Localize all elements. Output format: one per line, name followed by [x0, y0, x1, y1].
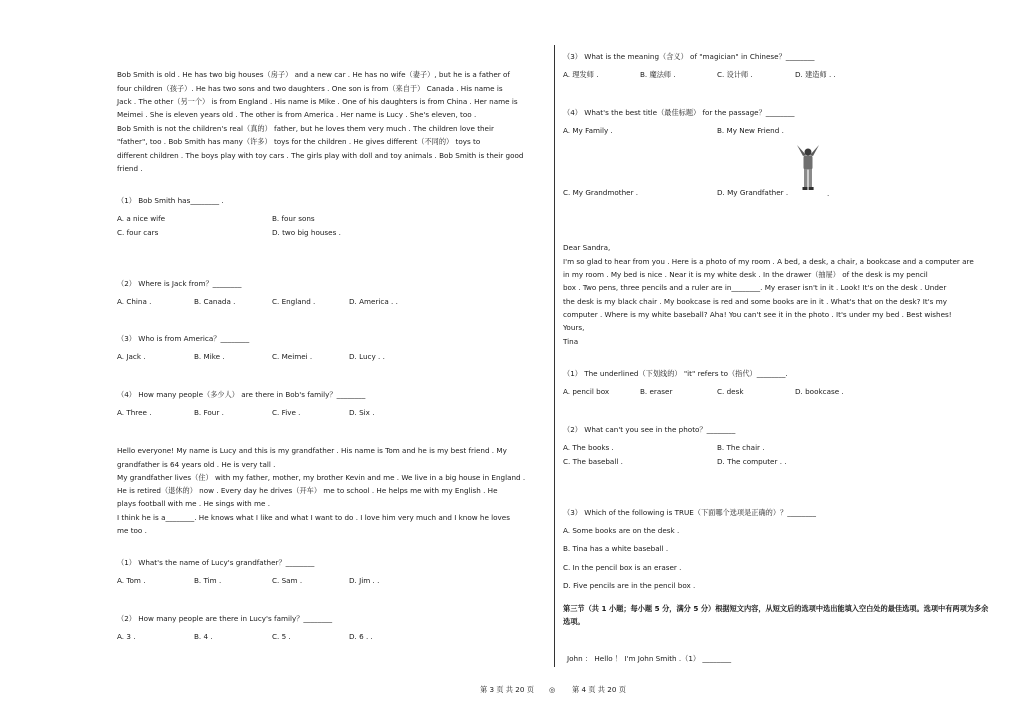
passage-line: Bob Smith is old . He has two big houses（房子） and a new car . He has no wife（妻子）, but he is a father of [117, 70, 510, 79]
option-b[interactable]: B. Tim . [194, 576, 222, 585]
option-b[interactable]: B. Tina has a white baseball . [563, 544, 669, 553]
option-b[interactable]: B. My New Friend . [717, 126, 784, 135]
page-number-left: 第 3 页 共 20 页 [480, 685, 534, 694]
option-c[interactable]: C. 设计师 . [717, 70, 753, 79]
passage-line: friend . [117, 164, 143, 173]
option-c[interactable]: C. 5 . [272, 632, 291, 641]
option-d[interactable]: D. 建造师 . . [795, 70, 836, 79]
passage-line: Meimei . She is eleven years old . The other is from America . Her name is Lucy . She's eleven, too . [117, 110, 477, 119]
option-c[interactable]: C. desk [717, 387, 744, 396]
option-a[interactable]: A. Some books are on the desk . [563, 526, 680, 535]
passage-line: My grandfather lives（住） with my father, mother, my brother Kevin and me . We live in a big house in England . [117, 473, 526, 482]
option-c[interactable]: C. Sam . [272, 576, 303, 585]
letter-line: Dear Sandra, [563, 243, 611, 252]
passage-line: I think he is a________. He knows what I like and what I want to do . I love him very much and I know he loves [117, 513, 510, 522]
option-a[interactable]: A. My Family . [563, 126, 613, 135]
passage-line: four children（孩子）. He has two sons and two daughters . One son is from（来自于） Canada . His name is [117, 84, 503, 93]
option-d[interactable]: D. Lucy . . [349, 352, 385, 361]
question-stem: （2） Where is Jack from？________ [117, 279, 242, 288]
center-mark-icon: ◎ [549, 685, 556, 694]
option-a[interactable]: A. 理发师 . [563, 70, 599, 79]
passage-line: me too . [117, 526, 147, 535]
option-c[interactable]: C. Five . [272, 408, 301, 417]
option-d[interactable]: D. America . . [349, 297, 398, 306]
question-stem: （1） Bob Smith has________ . [117, 196, 224, 205]
option-c[interactable]: C. England . [272, 297, 316, 306]
page-number-right: 第 4 页 共 20 页 [572, 685, 626, 694]
option-a[interactable]: A. Jack . [117, 352, 146, 361]
question-stem: （1） The underlined（下划线的） "it" refers to（指代）________. [563, 369, 788, 378]
option-a[interactable]: A. China . [117, 297, 152, 306]
option-a[interactable]: A. a nice wife [117, 214, 166, 223]
question-stem: （3） What is the meaning（含义） of "magician" in Chinese？________ [563, 52, 815, 61]
letter-line: the desk is my black chair . My bookcase is red and some books are in it . What's that on the desk? It's my [563, 297, 947, 306]
option-c[interactable]: C. Meimei . [272, 352, 313, 361]
option-b[interactable]: B. Canada . [194, 297, 236, 306]
option-b[interactable]: B. 魔法师 . [640, 70, 676, 79]
option-c[interactable]: C. My Grandmother . [563, 188, 639, 197]
question-stem: （2） What can't you see in the photo？________ [563, 425, 736, 434]
passage-line: "father", too . Bob Smith has many（许多） toys for the children . He gives different（不同的） toys to [117, 137, 481, 146]
passage-line: Jack . The other（另一个） is from England . His name is Mike . One of his daughters is from China . Her name is [117, 97, 518, 106]
letter-line: Tina [563, 337, 579, 346]
letter-line: box . Two pens, three pencils and a ruler are in________. My eraser isn't in it . Look! It's on the desk . Under [563, 283, 947, 292]
section-3-instructions: 第三节（共 1 小题；每小题 5 分，满分 5 分）根据短文内容，从短文后的选项中选出能填入空白处的最佳选项。选项中有两项为多余选项。 [563, 604, 989, 627]
option-d[interactable]: D. The computer . . [717, 457, 787, 466]
option-a[interactable]: A. pencil box [563, 387, 610, 396]
option-d[interactable]: D. two big houses . [272, 228, 341, 237]
option-a[interactable]: A. Three . [117, 408, 152, 417]
option-b[interactable]: B. Mike . [194, 352, 225, 361]
option-d[interactable]: D. Six . [349, 408, 375, 417]
passage-line: grandfather is 64 years old . He is very tall . [117, 460, 276, 469]
option-d[interactable]: D. My Grandfather . [717, 188, 789, 197]
letter-line: computer . Where is my white baseball? Aha! You can't see it in the photo . It's under my bed . Best wishes! [563, 310, 952, 319]
option-a[interactable]: A. Tom . [117, 576, 146, 585]
letter-line: in my room . My bed is nice . Near it is my white desk . In the drawer（抽屉） of the desk is my pencil [563, 270, 928, 279]
option-d[interactable]: D. 6 . . [349, 632, 373, 641]
option-b[interactable]: B. 4 . [194, 632, 213, 641]
letter-line: I'm so glad to hear from you . Here is a photo of my room . A bed, a desk, a chair, a bookcase and a computer are [563, 257, 974, 266]
letter-line: Yours, [563, 323, 585, 332]
dialogue-line: John ： Hello ！ I'm John Smith .（1） ________ [567, 654, 732, 663]
option-b[interactable]: B. The chair . [717, 443, 765, 452]
option-b[interactable]: B. eraser [640, 387, 673, 396]
question-stem: （3） Which of the following is TRUE（下面哪个选项是正确的）？________ [563, 508, 816, 517]
column-divider [554, 45, 555, 667]
question-stem: （1） What's the name of Lucy's grandfather？________ [117, 558, 315, 567]
passage-line: He is retired（退休的） now . Every day he drives（开车） me to school . He helps me with my English . He [117, 486, 498, 495]
option-b[interactable]: B. Four . [194, 408, 224, 417]
person-arms-raised-icon [794, 143, 822, 195]
passage-line: Bob Smith is not the children's real（真的） father, but he loves them very much . The children love their [117, 124, 494, 133]
option-b[interactable]: B. four sons [272, 214, 315, 223]
option-c[interactable]: C. The baseball . [563, 457, 623, 466]
question-stem: （4） What's the best title（最佳标题） for the passage？________ [563, 108, 795, 117]
question-stem: （3） Who is from America？________ [117, 334, 250, 343]
passage-line: Hello everyone! My name is Lucy and this is my grandfather . His name is Tom and he is my best friend . My [117, 446, 507, 455]
option-c[interactable]: C. four cars [117, 228, 159, 237]
option-a[interactable]: A. 3 . [117, 632, 136, 641]
passage-line: plays football with me . He sings with me . [117, 499, 270, 508]
passage-line: different children . The boys play with toy cars . The girls play with doll and toy animals . Bob Smith is their good [117, 151, 524, 160]
option-d[interactable]: D. Five pencils are in the pencil box . [563, 581, 696, 590]
question-stem: （2） How many people are there in Lucy's family？________ [117, 614, 333, 623]
question-stem: （4） How many people（多少人） are there in Bob's family？________ [117, 390, 366, 399]
trailing-dot: . [827, 189, 830, 198]
option-d[interactable]: D. bookcase . [795, 387, 844, 396]
option-d[interactable]: D. Jim . . [349, 576, 380, 585]
option-a[interactable]: A. The books . [563, 443, 614, 452]
option-c[interactable]: C. In the pencil box is an eraser . [563, 563, 682, 572]
